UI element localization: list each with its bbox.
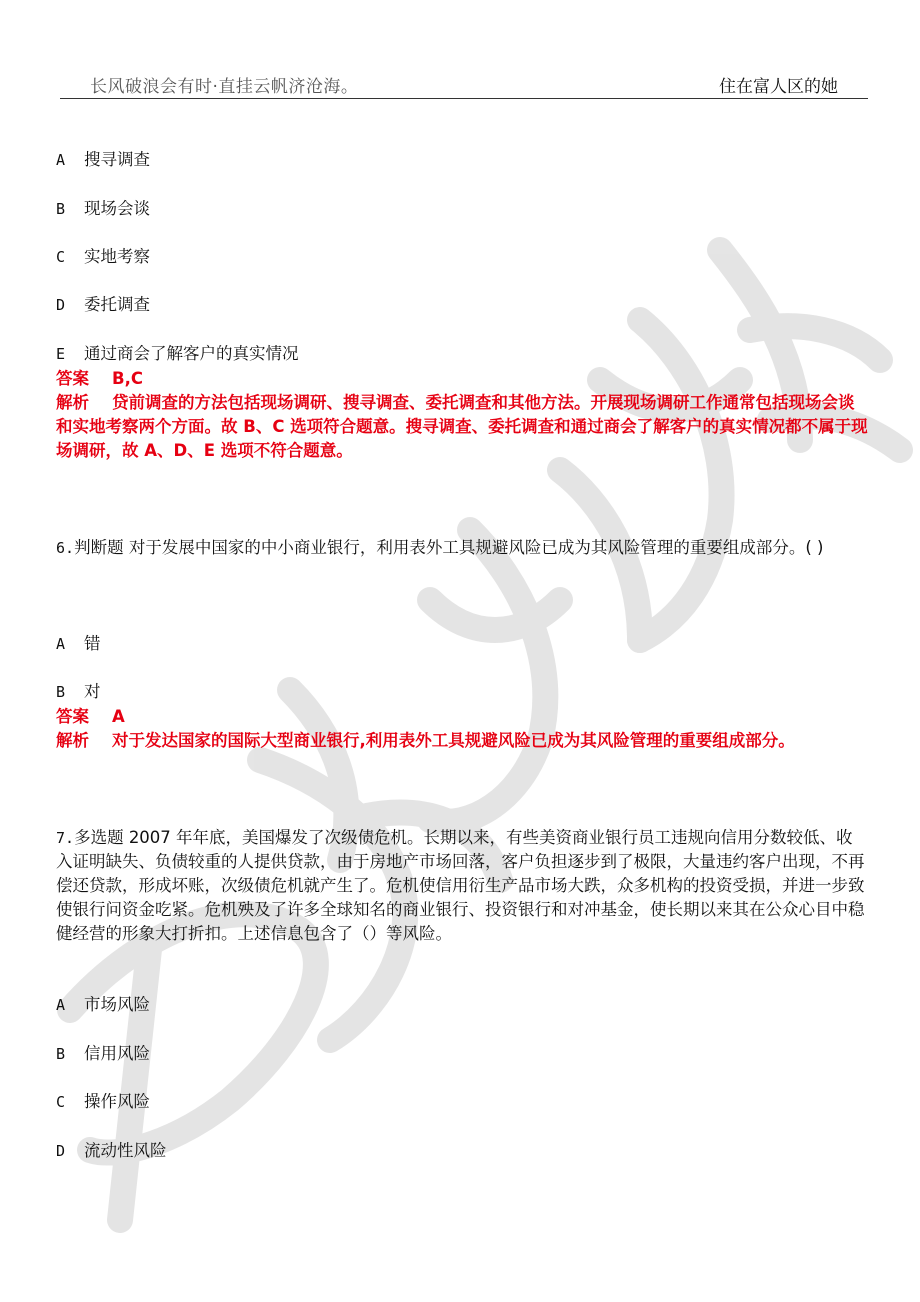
option-text: 错 — [84, 634, 101, 653]
option-letter: E — [56, 345, 66, 363]
q7-option-c — [56, 1090, 150, 1114]
option-letter: B — [56, 200, 66, 218]
header-motto: 长风破浪会有时·直挂云帆济沧海。 — [90, 77, 359, 97]
q6-option-b — [56, 680, 101, 704]
q5-option-c — [56, 245, 150, 269]
q5-option-a — [56, 148, 150, 172]
option-letter: A — [56, 635, 66, 653]
q6-answer — [56, 705, 125, 729]
question-number: 7. — [56, 829, 75, 847]
q5-option-b — [56, 197, 150, 221]
option-letter: B — [56, 1045, 66, 1063]
answer-label: 答案 — [56, 707, 89, 726]
option-letter: D — [56, 1142, 66, 1160]
q7-option-a — [56, 993, 150, 1017]
q5-analysis — [56, 391, 868, 463]
option-letter: A — [56, 151, 66, 169]
option-text: 实地考察 — [84, 247, 150, 266]
q5-option-e — [56, 342, 299, 366]
option-letter: D — [56, 296, 66, 314]
answer-label: 答案 — [56, 369, 89, 388]
header-divider — [60, 98, 868, 99]
analysis-text: 对于发达国家的国际大型商业银行,利用表外工具规避风险已成为其风险管理的重要组成部分。 — [112, 731, 795, 750]
option-text: 对 — [84, 682, 101, 701]
question-number: 6. — [56, 539, 75, 557]
q6-stem — [56, 536, 868, 560]
option-text: 搜寻调查 — [84, 150, 150, 169]
q6-analysis — [56, 729, 795, 753]
q6-option-a — [56, 632, 101, 656]
analysis-label: 解析 — [56, 393, 89, 412]
option-text: 通过商会了解客户的真实情况 — [84, 344, 299, 363]
header-author: 住在富人区的她 — [719, 77, 838, 97]
question-text: 2007 年年底，美国爆发了次级债危机。长期以来，有些美资商业银行员工违规向信用分数较低、收入证明缺失、负债较重的人提供贷款，由于房地产市场回落，客户负担逐步到了极限，大量违约客户出现，不再偿还贷款，形成坏账，次级债危机就产生了。危机使信用衍生产品市场大跌，众多机构的投资受损，并进一步致使银行问资金吃紧。危机殃及了许多全球知名的商业银行、投资银行和对冲基金，使长期以来其在公众心目中稳健经营的形象大打折扣。上述信息包含了（）等风险。 — [56, 828, 865, 943]
q7-option-d — [56, 1139, 167, 1163]
option-text: 信用风险 — [84, 1044, 150, 1063]
answer-value: B,C — [112, 369, 143, 388]
q5-option-d — [56, 293, 150, 317]
q7-option-b — [56, 1042, 150, 1066]
option-letter: B — [56, 683, 66, 701]
answer-value: A — [112, 707, 125, 726]
q7-stem — [56, 826, 868, 946]
question-text: 对于发展中国家的中小商业银行，利用表外工具规避风险已成为其风险管理的重要组成部分。( ) — [128, 538, 824, 557]
option-text: 操作风险 — [84, 1092, 150, 1111]
option-text: 现场会谈 — [84, 199, 150, 218]
option-text: 委托调查 — [84, 295, 150, 314]
analysis-text: 贷前调查的方法包括现场调研、搜寻调查、委托调查和其他方法。开展现场调研工作通常包括现场会谈和实地考察两个方面。故 B、C 选项符合题意。搜寻调查、委托调查和通过商会了解客户的真实情况都不属于现场调研，故 A、D、E 选项不符合题意。 — [56, 393, 868, 460]
option-letter: C — [56, 248, 66, 266]
analysis-label: 解析 — [56, 731, 89, 750]
option-text: 流动性风险 — [84, 1141, 167, 1160]
question-type: 多选题 — [74, 828, 124, 847]
option-letter: C — [56, 1093, 66, 1111]
q5-answer — [56, 367, 143, 391]
option-text: 市场风险 — [84, 995, 150, 1014]
question-type: 判断题 — [74, 538, 124, 557]
option-letter: A — [56, 996, 66, 1014]
